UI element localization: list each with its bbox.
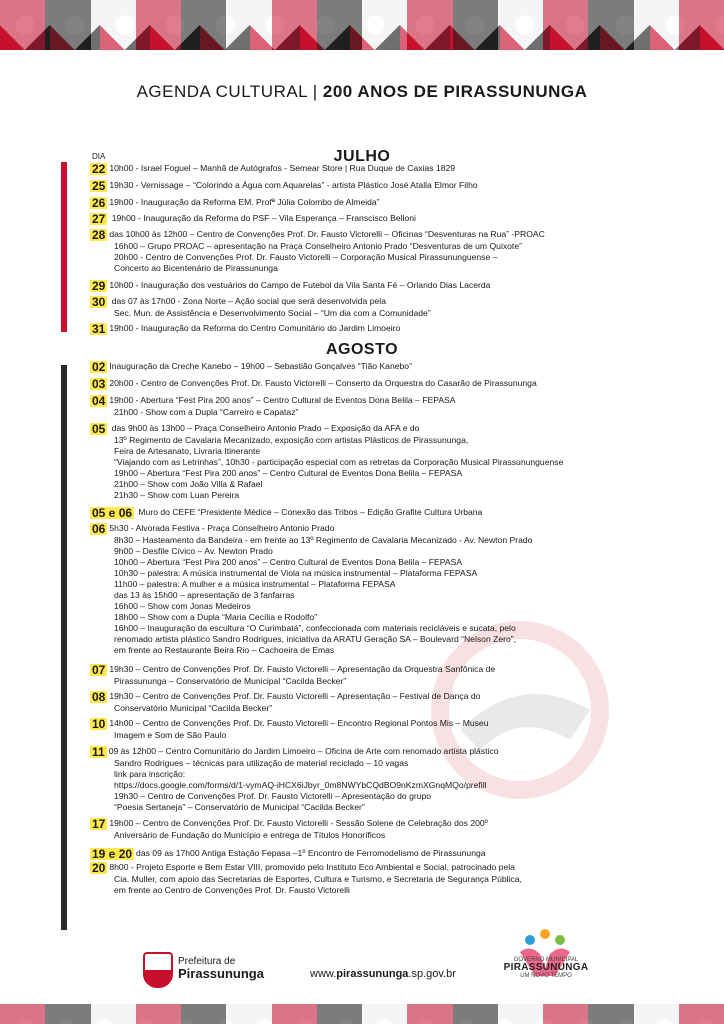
day-badge: 11	[92, 745, 105, 759]
month-heading-julho: JULHO	[333, 148, 391, 165]
agenda-entry	[90, 664, 690, 687]
agenda-entry	[90, 818, 690, 841]
entry-line: das 09 as 17h00 Antiga Estação Fepasa –1º Encontro de Ferromodelismo de Pirassununga	[136, 848, 486, 858]
day-badge: 25	[92, 179, 106, 193]
entry-line: Pirassununga – Conservatório de Municipal “Cacilda Becker”	[114, 676, 347, 686]
day-badge: 19 e 20	[92, 847, 133, 861]
day-badge: 05 e 06	[92, 506, 133, 520]
entry-line: 13º Regimento de Cavalaria Mecanizado, exposição com artistas Plásticos de Pirassununga,	[114, 435, 469, 445]
agenda-entry	[90, 163, 690, 175]
day-badge: 20	[92, 861, 106, 875]
agenda-entry	[90, 213, 690, 225]
entry-line: 10h00 - Inauguração dos vestuários do Campo de Futebol da Vila Santa Fé – Orlando Dias Lacerda	[109, 280, 491, 290]
entry-line: link para inscrição:	[114, 769, 186, 779]
entry-line: 19h30 – Centro de Convenções Prof. Dr. Fausto Victorelli – Apresentação – Festival de Dança do	[109, 691, 481, 701]
gov-tagline: UM NOVO TEMPO	[520, 973, 572, 979]
title-bold: 200 ANOS DE PIRASSUNUNGA	[322, 82, 588, 101]
entry-line: 14h00 – Centro de Convenções Prof. Dr. Fausto Victorelli – Encontro Regional Pontos Mis – Museu	[109, 718, 489, 728]
agenda-entry	[90, 180, 690, 192]
gov-city: PIRASSUNUNGA	[503, 962, 589, 973]
site-suffix: .sp.gov.br	[408, 968, 456, 980]
julho-side-bar	[61, 162, 67, 332]
entry-line: em frente ao Centro de Convenções Prof. Dr. Fausto Victorelli	[114, 885, 350, 895]
day-badge: 22	[92, 162, 106, 176]
entry-line: Aniversário de Fundação do Município e entrega de Títulos Honoríficos	[114, 830, 386, 840]
day-badge: 07	[92, 663, 106, 677]
month-heading-agosto: AGOSTO	[325, 341, 399, 358]
entry-line: 8h30 – Hasteamento da Bandeira - em frente ao 13º Regimento de Cavalaria Mecanizado - Av. Newton Prado	[114, 535, 533, 545]
entry-line: Sandro Rodrigues – técnicas para utilização de material reciclado – 10 vagas	[114, 758, 409, 768]
agenda-entry	[90, 378, 690, 390]
day-badge: 03	[92, 377, 106, 391]
agenda-entry	[90, 296, 690, 319]
day-column-label: DIA	[92, 152, 106, 161]
site-domain: pirassununga	[336, 968, 409, 980]
day-badge: 27	[92, 212, 106, 226]
entry-line: em frente ao Restaurante Beira Rio – Cachoeira de Emas	[114, 645, 335, 655]
page-title	[0, 82, 724, 102]
entry-line: Feira de Artesanato, Livraria Itinerante	[114, 446, 261, 456]
entry-line: das 10h00 às 12h00 – Centro de Convenções Prof. Dr. Fausto Victorelli – Oficinas “Desventuras na Rua” -PROAC	[109, 229, 545, 239]
day-badge: 29	[92, 279, 106, 293]
day-badge: 04	[92, 394, 106, 408]
agenda-entry	[90, 423, 690, 501]
agenda-entry	[90, 197, 690, 209]
entry-line: 19h00 – Centro de Convenções Prof. Dr. Fausto Victorelli - Sessão Solene de Celebração dos 200º	[109, 818, 488, 828]
day-badge: 17	[92, 817, 106, 831]
agenda-entry	[90, 862, 690, 896]
site-prefix: www.	[310, 968, 337, 980]
entry-line: 21h30 – Show com Luan Pereira	[114, 490, 240, 500]
agenda-entry	[90, 523, 690, 656]
top-decorative-band	[0, 0, 724, 50]
day-badge: 08	[92, 690, 106, 704]
agenda-entry	[90, 718, 690, 741]
entry-line: 19h00 - Inauguração da Reforma do Centro Comunitário do Jardim Limoeiro	[109, 323, 401, 333]
entry-line: das 9h00 às 13h00 – Praça Conselheiro Antonio Prado – Exposição da AFA e do	[109, 423, 420, 433]
entry-line: 10h00 – Abertura “Fest Pira 200 anos” – Centro Cultural de Eventos Dona Belila – FEPASA	[114, 557, 463, 567]
entry-line: 11h00 – palestra: A mulher e a música instrumental – Plataforma FEPASA	[114, 579, 396, 589]
agenda-entry	[90, 691, 690, 714]
agenda-entry	[90, 323, 690, 335]
entry-line: 21h00 - Show com a Dupla “Carreiro e Capataz”	[114, 407, 299, 417]
day-badge: 31	[92, 322, 106, 336]
entry-line: 10h30 – palestra: A música instrumental de Viola na música instrumental – Plataforma FEPASA	[114, 568, 478, 578]
entry-line: Muro do CEFE “Presidente Médice – Conexão das Tribos – Edição Grafite Cultura Urbana	[136, 507, 483, 517]
prefeitura-name	[178, 956, 264, 980]
entry-line: 9h00 – Desfile Cívico – Av. Newton Prado	[114, 546, 273, 556]
entry-line: 5h30 - Alvorada Festiva - Praça Conselheiro Antonio Prado	[109, 523, 335, 533]
prefeitura-city: Pirassununga	[178, 966, 264, 981]
entry-line: 20h00 - Centro de Convenções Prof. Dr. Fausto Victorelli – Corporação Musical Pirassununguense –	[114, 252, 498, 262]
entry-line: 20h00 - Centro de Convenções Prof. Dr. Fausto Victorelli – Conserto da Orquestra do Casarão de Pirassununga	[109, 378, 537, 388]
entry-line: Imagem e Som de São Paulo	[114, 730, 227, 740]
governo-municipal-text	[496, 956, 596, 980]
prefeitura-crest-icon	[143, 952, 173, 988]
entry-line: 09 às 12h00 – Centro Comunitário do Jardim Limoeiro – Oficina de Arte com renomado artista plástico	[108, 746, 499, 756]
title-light: AGENDA CULTURAL |	[136, 82, 323, 101]
entry-line: Sec. Mun. de Assistência e Desenvolvimento Social – “Um dia com a Comunidade”	[114, 308, 431, 318]
entry-line: 21h00 – Show com João Villa & Rafael	[114, 479, 263, 489]
day-badge: 02	[92, 360, 106, 374]
entry-line: 8h00 - Projeto Esporte e Bem Estar VIII, promovido pelo Instituto Eco Ambiental e Social, patrocinado pela	[109, 862, 515, 872]
entry-line: 18h00 – Show com a Dupla “Maria Cecília e Rodolfo”	[114, 612, 318, 622]
prefeitura-label: Prefeitura de	[178, 956, 236, 967]
entry-line: Conservatório Municipal “Cacilda Becker”	[114, 703, 273, 713]
bottom-decorative-band	[0, 1004, 724, 1024]
entry-line: 19h00 – Abertura “Fest Pira 200 anos” – Centro Cultural de Eventos Dona Belila – FEPASA	[114, 468, 463, 478]
agenda-entry	[90, 280, 690, 292]
day-badge: 10	[92, 717, 106, 731]
entry-line: 16h00 – Grupo PROAC – apresentação na Praça Conselheiro Antonio Prado “Desventuras de um Quixote”	[114, 241, 522, 251]
entry-line: 16h00 – Inauguração da escultura “O Curimbatá”, confeccionada com materiais recicláveis e sucata, pelo	[114, 623, 516, 633]
agenda-entry	[90, 229, 690, 274]
agenda-entry	[90, 507, 690, 519]
entry-line: 19h00 - Inauguração da Reforma EM. Profª Júlia Colombo de Almeida”	[109, 197, 380, 207]
entry-line: 19h30 - Vernissage – “Colorindo a Água com Aquarelas” - artista Plástico José Atalla Elmor Filho	[109, 180, 478, 190]
gov-label: GOVERNO MUNICIPAL	[513, 957, 579, 963]
day-badge: 30	[92, 295, 106, 309]
day-badge: 06	[92, 522, 106, 536]
entry-line: 19h30 – Centro de Convenções Prof. Dr. Fausto Victorelli – Apresentação da Orquestra Sanfônica de	[109, 664, 496, 674]
agenda-entry	[90, 746, 690, 813]
entry-line: “Poesia Sertaneja” – Conservatório de Municipal “Cacilda Becker”	[114, 802, 365, 812]
website-link[interactable]	[310, 968, 456, 980]
entry-line: 19h30 – Centro de Convenções Prof. Dr. Fausto Victorelli – Apresentação do grupo	[114, 791, 432, 801]
entry-line: 10h00 - Israel Foguel – Manhã de Autógrafos - Semear Store | Rua Duque de Caxias 1829	[109, 163, 456, 173]
entry-line: Cia. Muller, com apoio das Secretarias de Esportes, Cultura e Turismo, e Secretaria de Segurança Pública,	[114, 874, 522, 884]
day-badge: 26	[92, 196, 106, 210]
entry-line: 16h00 – Show com Jonas Medeiros	[114, 601, 251, 611]
agenda-entry	[90, 361, 690, 373]
day-badge: 28	[92, 228, 106, 242]
entry-line: das 07 às 17h00 - Zona Norte – Ação social que será desenvolvida pela	[109, 296, 386, 306]
agenda-entry	[90, 848, 690, 860]
entry-line: 19h00 - Inauguração da Reforma do PSF – Vila Esperança – Franscisco Belloni	[109, 213, 416, 223]
entry-line: 19h00 - Abertura “Fest Pira 200 anos” – Centro Cultural de Eventos Dona Belila – FEPASA	[109, 395, 456, 405]
entry-line: Concerto ao Bicentenário de Pirassununga	[114, 263, 278, 273]
entry-line: “Viajando com as Letrinhas”, 10h30 - participação especial com as retretas da Corporação Musical Pirassununguense	[114, 457, 564, 467]
agosto-side-bar	[61, 365, 67, 930]
agenda-entry	[90, 395, 690, 418]
entry-line: das 13 às 15h00 – apresentação de 3 fanfarras	[114, 590, 295, 600]
entry-line: renomado artista plástico Sandro Rodrigues, iniciativa da ARATU Geração SA – Boulevard “Nelson Zero”,	[114, 634, 517, 644]
entry-line: Inauguração da Creche Kanebo – 19h00 – Sebastião Gonçalves “Tião Kanebo”	[109, 361, 412, 371]
entry-line[interactable]: https://docs.google.com/forms/d/1-vymAQ-iHCX6iJbyr_0m8NWYbCQdBO9nKzmXGnqMQo/prefill	[114, 780, 487, 790]
day-badge: 05	[92, 422, 106, 436]
footer	[0, 948, 724, 998]
